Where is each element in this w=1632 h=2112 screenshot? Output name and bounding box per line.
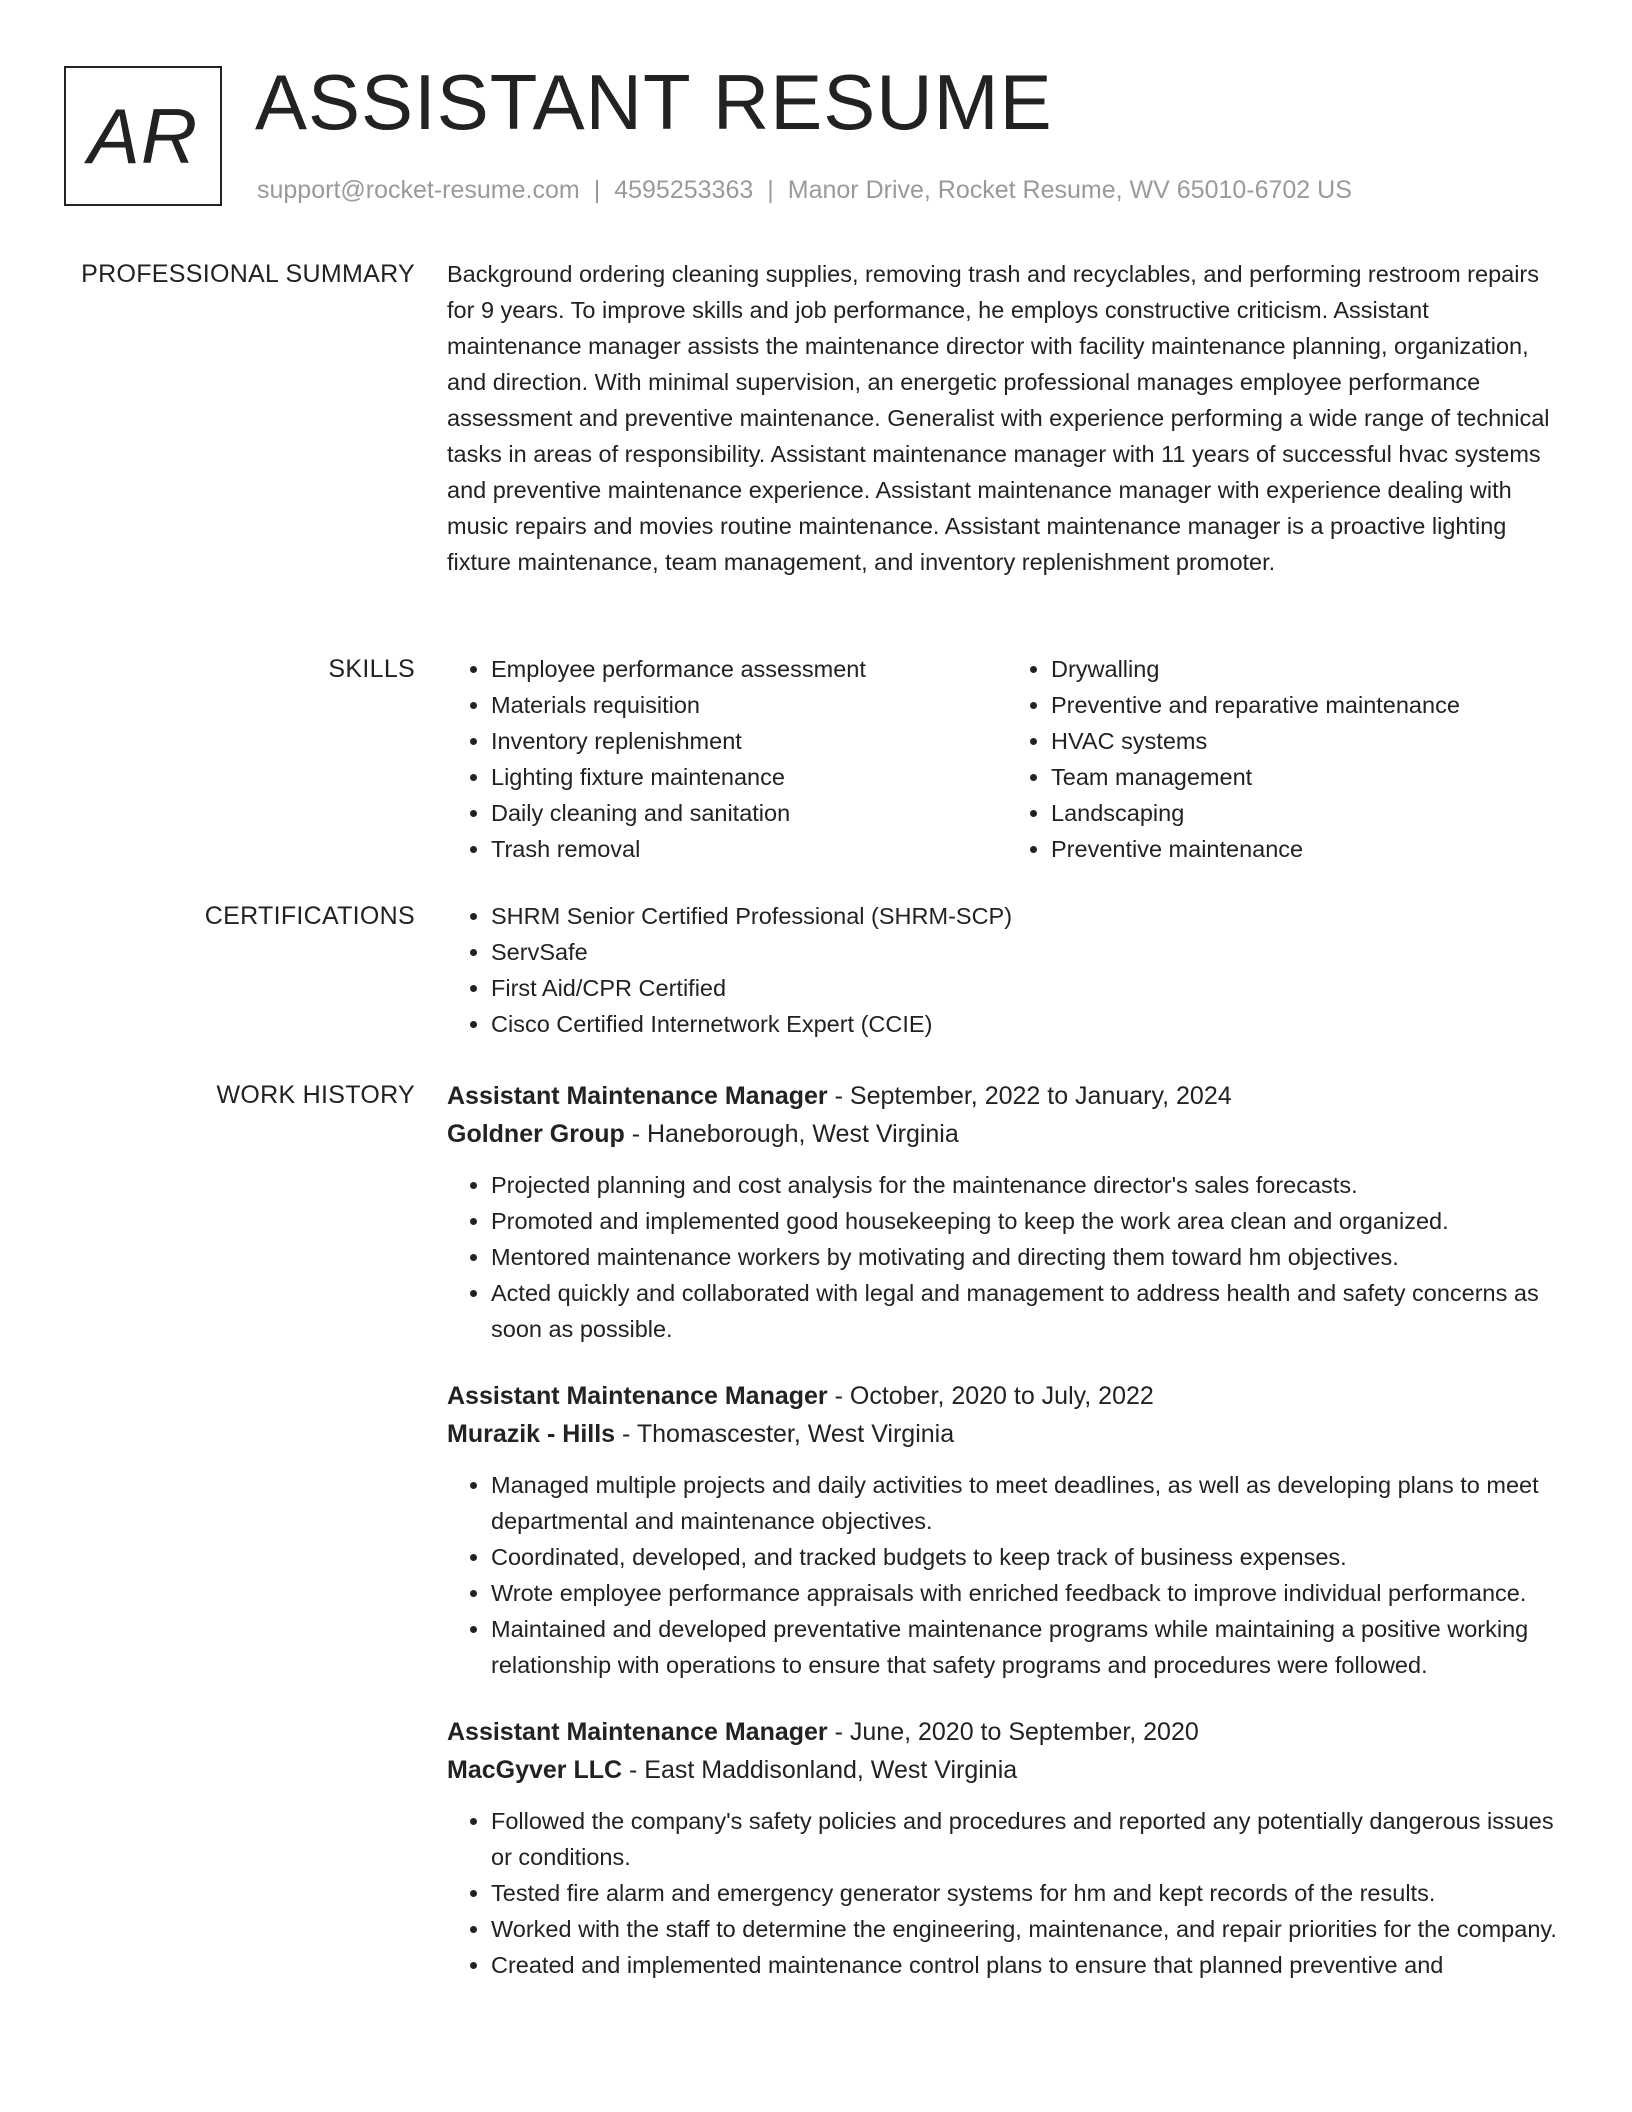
job-role: Assistant Maintenance Manager [447,1082,828,1110]
list-item: • Worked with the staff to determine the engineering, maintenance, and repair priorities for the company. [491,1911,1567,1947]
job-role: Assistant Maintenance Manager [447,1382,828,1410]
skills-list [447,651,1567,867]
list-item: • Acted quickly and collaborated with legal and management to address health and safety concerns as soon as possible. [491,1275,1567,1347]
list-item: • SHRM Senior Certified Professional (SHRM-SCP) [491,898,1567,934]
job-location: - Haneborough, West Virginia [624,1120,959,1148]
job-title-line [447,1377,1567,1415]
list-item: • Managed multiple projects and daily activities to meet deadlines, as well as developing plans to meet departmental and maintenance objectives. [491,1467,1567,1539]
job-company-line [447,1415,1567,1453]
list-item: • Projected planning and cost analysis for the maintenance director's sales forecasts. [491,1167,1567,1203]
list-item: • Inventory replenishment [491,723,1007,759]
list-item: • Mentored maintenance workers by motivating and directing them toward hm objectives. [491,1239,1567,1275]
skills-column-left [447,651,1007,867]
monogram-logo [64,66,222,206]
list-item: • Tested fire alarm and emergency generator systems for hm and kept records of the results. [491,1875,1567,1911]
contact-separator: | [767,176,774,204]
contact-address: Manor Drive, Rocket Resume, WV 65010-6702 US [787,176,1352,204]
list-item: • HVAC systems [1051,723,1567,759]
job-entry [447,1713,1567,1983]
contact-phone: 4595253363 [614,176,754,204]
list-item: • Coordinated, developed, and tracked budgets to keep track of business expenses. [491,1539,1567,1575]
list-item: • Created and implemented maintenance control plans to ensure that planned preventive and [491,1947,1567,1983]
skills-column-right [1007,651,1567,867]
summary-text: Background ordering cleaning supplies, removing trash and recyclables, and performing restroom repairs for 9 years. To improve skills and job performance, he employs constructive criticism. Assistant maintenance manager assists the maintenance director with facility maintenance planning, organization, and direction. With minimal supervision, an energetic professional manages employee performance assessment and preventive maintenance. Generalist with experience performing a wide range of technical tasks in areas of responsibility. Assistant maintenance manager with 11 years of successful hvac systems and preventive maintenance experience. Assistant maintenance manager with experience dealing with music repairs and movies routine maintenance. Assistant maintenance manager is a proactive lighting fixture maintenance, team management, and inventory replenishment promoter. [447,261,1550,575]
job-location: - Thomascester, West Virginia [615,1420,955,1448]
list-item: • Daily cleaning and sanitation [491,795,1007,831]
certifications-list [447,898,1567,1042]
list-item: • Drywalling [1051,651,1567,687]
job-dates: - September, 2022 to January, 2024 [827,1082,1232,1110]
list-item: • Team management [1051,759,1567,795]
list-item: • Preventive and reparative maintenance [1051,687,1567,723]
contact-line [257,174,1352,206]
job-company-line [447,1751,1567,1789]
job-title-line [447,1077,1567,1115]
job-company: Goldner Group [447,1120,625,1148]
job-company: MacGyver LLC [447,1756,623,1784]
job-role: Assistant Maintenance Manager [447,1718,828,1746]
work-history-body [447,1077,1567,2013]
section-title-summary: PROFESSIONAL SUMMARY [81,260,415,288]
list-item: • ServSafe [491,934,1567,970]
job-company: Murazik - Hills [447,1420,616,1448]
list-item: • Followed the company's safety policies and procedures and reported any potentially dangerous issues or conditions. [491,1803,1567,1875]
monogram-initials: AR [87,91,199,180]
list-item: • Cisco Certified Internetwork Expert (CCIE) [491,1006,1567,1042]
list-item: • Trash removal [491,831,1007,867]
list-item: • Lighting fixture maintenance [491,759,1007,795]
section-title-certifications: CERTIFICATIONS [204,902,415,930]
list-item: • Materials requisition [491,687,1007,723]
job-company-line [447,1115,1567,1153]
summary-body [447,256,1567,580]
job-entry [447,1077,1567,1347]
job-bullets [447,1467,1567,1683]
job-dates: - October, 2020 to July, 2022 [827,1382,1154,1410]
contact-email: support@rocket-resume.com [257,176,580,204]
job-dates: - June, 2020 to September, 2020 [827,1718,1199,1746]
section-title-work-history: WORK HISTORY [216,1081,415,1109]
contact-separator: | [593,176,601,204]
job-bullets [447,1167,1567,1347]
resume-name: ASSISTANT RESUME [255,58,1053,146]
list-item: • Maintained and developed preventative maintenance programs while maintaining a positive working relationship with operations to ensure that safety programs and procedures were followed. [491,1611,1567,1683]
list-item: • Employee performance assessment [491,651,1007,687]
job-title-line [447,1713,1567,1751]
job-entry [447,1377,1567,1683]
list-item: • First Aid/CPR Certified [491,970,1567,1006]
list-item: • Landscaping [1051,795,1567,831]
section-title-skills: SKILLS [328,655,415,683]
list-item: • Promoted and implemented good housekeeping to keep the work area clean and organized. [491,1203,1567,1239]
list-item: • Wrote employee performance appraisals with enriched feedback to improve individual performance. [491,1575,1567,1611]
job-location: - East Maddisonland, West Virginia [622,1756,1018,1784]
certifications-body [447,898,1567,1042]
job-bullets [447,1803,1567,1983]
list-item: • Preventive maintenance [1051,831,1567,867]
